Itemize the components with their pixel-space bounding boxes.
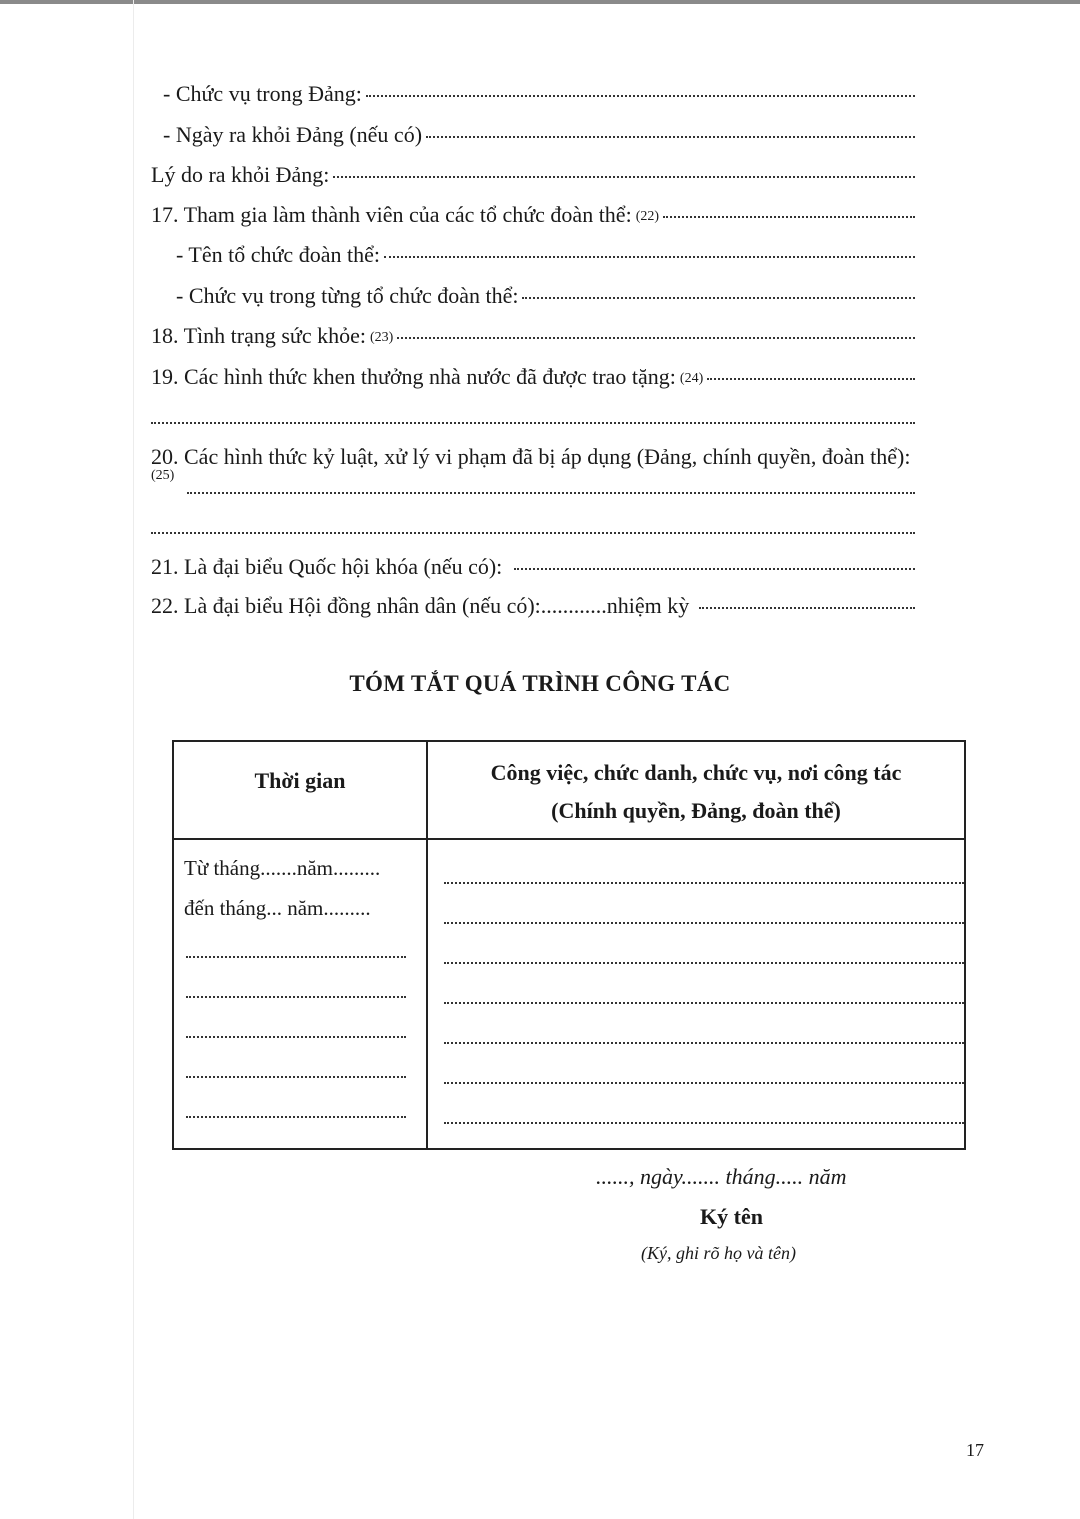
field-org-name: [176, 241, 915, 269]
time-blank-line[interactable]: [184, 1008, 416, 1048]
work-blank-line[interactable]: [442, 930, 964, 970]
field-label: - Tên tổ chức đoàn thể:: [176, 242, 380, 267]
table-body-row: [173, 839, 965, 1149]
field-label: 19. Các hình thức khen thưởng nhà nước đã được trao tặng:: [151, 364, 676, 389]
fill-line[interactable]: [366, 95, 915, 97]
field-label: - Chức vụ trong từng tổ chức đoàn thể:: [176, 283, 519, 308]
work-cell: [427, 839, 965, 1149]
header-work: [427, 741, 965, 839]
work-blank-line[interactable]: [442, 1050, 964, 1090]
time-cell: [173, 839, 427, 1149]
field-label: - Chức vụ trong Đảng:: [163, 81, 362, 106]
work-history-table: [172, 740, 966, 1150]
field-party-exit-date: [163, 121, 915, 149]
fill-line[interactable]: [426, 136, 915, 138]
work-blank-line[interactable]: [442, 890, 964, 930]
fill-line-item-20[interactable]: [187, 492, 915, 494]
fill-line-item-20-cont[interactable]: [151, 532, 915, 534]
field-party-exit-reason: [151, 161, 915, 189]
field-item-19: 19. Các hình thức khen thưởng nhà nước đã được trao tặng: $^{(24)}$: [151, 363, 915, 391]
fill-line[interactable]: [384, 256, 915, 258]
field-label-term: nhiệm kỳ: [606, 593, 690, 618]
header-work-line1: Công việc, chức danh, chức vụ, nơi công tác: [490, 760, 902, 785]
fill-line-item-19-cont[interactable]: [151, 422, 915, 424]
field-party-position: [163, 80, 915, 108]
field-label: 22. Là đại biểu Hội đồng nhân dân (nếu có):: [151, 593, 541, 618]
work-blank-line[interactable]: [442, 1090, 964, 1130]
fill-line[interactable]: [522, 297, 915, 299]
fill-line[interactable]: [663, 216, 915, 218]
field-item-20: [151, 443, 991, 471]
field-item-22: [151, 592, 915, 620]
table-header-row: [173, 741, 965, 839]
time-blank-line[interactable]: [184, 968, 416, 1008]
footnote-ref: (25): [151, 468, 175, 483]
time-blank-line[interactable]: [184, 1048, 416, 1088]
field-item-17: 17. Tham gia làm thành viên của các tổ chức đoàn thể: $^{(22)}$: [151, 201, 915, 229]
time-from[interactable]: Từ tháng.......năm.........: [184, 856, 381, 880]
fill-line[interactable]: [333, 176, 915, 178]
work-blank-line[interactable]: [442, 850, 964, 890]
field-label: 17. Tham gia làm thành viên của các tổ chức đoàn thể:: [151, 202, 632, 227]
field-org-position: [176, 282, 915, 310]
field-label: 18. Tình trạng sức khỏe:: [151, 323, 366, 348]
fill-line[interactable]: [397, 337, 915, 339]
field-label: 20. Các hình thức kỷ luật, xử lý vi phạm đã bị áp dụng (Đảng, chính quyền, đoàn thể):: [151, 444, 911, 469]
field-label: 21. Là đại biểu Quốc hội khóa (nếu có):: [151, 554, 503, 579]
field-item-18: 18. Tình trạng sức khỏe: $^{(23)}$: [151, 322, 915, 350]
field-dots: ............: [540, 593, 607, 618]
signature-title: Ký tên: [700, 1204, 763, 1229]
time-to[interactable]: đến tháng... năm.........: [184, 896, 371, 920]
signature-date-line[interactable]: ......, ngày....... tháng..... năm: [596, 1164, 847, 1189]
work-blank-line[interactable]: [442, 1010, 964, 1050]
work-blank-line[interactable]: [442, 970, 964, 1010]
fill-line[interactable]: [514, 568, 915, 570]
field-label: Lý do ra khỏi Đảng:: [151, 162, 330, 187]
fill-line[interactable]: [707, 378, 915, 380]
page-number: 17: [966, 1440, 984, 1460]
fill-line[interactable]: [699, 607, 915, 609]
time-blank-line[interactable]: [184, 1088, 416, 1128]
section-title: TÓM TẮT QUÁ TRÌNH CÔNG TÁC: [349, 671, 731, 696]
time-blank-line[interactable]: [184, 928, 416, 968]
field-label: - Ngày ra khỏi Đảng (nếu có): [163, 122, 423, 147]
signature-note: (Ký, ghi rõ họ và tên): [641, 1243, 796, 1263]
field-item-21: [151, 553, 915, 581]
header-work-line2: (Chính quyền, Đảng, đoàn thể): [551, 798, 841, 823]
header-time: Thời gian: [173, 741, 427, 839]
